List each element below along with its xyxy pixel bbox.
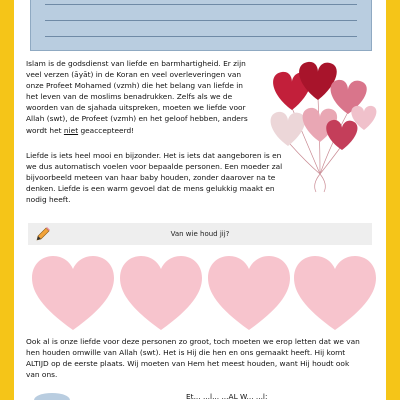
heart-shape (294, 256, 376, 330)
question-label: Van wie houd jij? (170, 230, 230, 238)
intro-line: Islam is de godsdienst van liefde en barmhartigheid. Er zijn (26, 59, 246, 68)
intro-line: veel verzen (āyāt) in de Koran en veel overleveringen van (26, 70, 242, 80)
underlined-word: niet (63, 125, 79, 135)
intro-last-line (26, 126, 134, 135)
intro-line: het leven van de moslims benadrukken. Zelfs als we de (26, 92, 233, 102)
heart-answer-box[interactable] (294, 256, 376, 332)
cut-off-text: Et... ...l... ...AL W... ...l: (186, 392, 268, 400)
intro-paragraph (26, 58, 288, 136)
intro-line: Allah (swt), de Profeet (vzmh) en het geloof hebben, anders (26, 114, 248, 124)
heart-shape (208, 256, 290, 330)
heart-shape (32, 256, 114, 330)
heart-shape (120, 256, 202, 330)
heart-answer-box[interactable] (120, 256, 202, 332)
question-bar (28, 223, 372, 245)
intro-line: onze Profeet Mohamed (vzmh) die het belang van liefde in (26, 81, 243, 91)
writing-line (45, 20, 357, 21)
intro-last-pre: wordt het (26, 125, 64, 135)
cloud-icon (32, 388, 72, 400)
balloon-heart (271, 112, 306, 146)
writing-lines-box[interactable] (30, 0, 372, 51)
closing-paragraph: Ook al is onze liefde voor deze personen zo groot, toch moeten we erop letten dat we van hen houden omwille van Allah (swt). Het is Hij die hen en ons gemaakt heeft. Hij komt ALTIJD op de eerste plaats. Wij moeten van Hem het meest houden, want Hij houdt ook van ons. (26, 337, 360, 380)
writing-line (45, 36, 357, 37)
heart-answer-row (28, 256, 372, 332)
writing-line (45, 4, 357, 5)
love-paragraph: Liefde is iets heel mooi en bijzonder. Het is iets dat aangeboren is en we dus automatisch voelen voor bepaalde personen. Een moeder zal bijvoorbeeld meteen van haar baby houden, zonder daarover na te denken. Liefde is een warm gevoel dat de mens gelukkig maakt en nodig heeft. (26, 151, 283, 205)
intro-last-post: geaccepteerd! (78, 125, 135, 135)
heart-answer-box[interactable] (32, 256, 114, 332)
heart-answer-box[interactable] (208, 256, 290, 332)
worksheet-page (14, 0, 386, 400)
intro-line: woorden van de sjahada uitspreken, moeten we liefde voor (26, 103, 246, 113)
